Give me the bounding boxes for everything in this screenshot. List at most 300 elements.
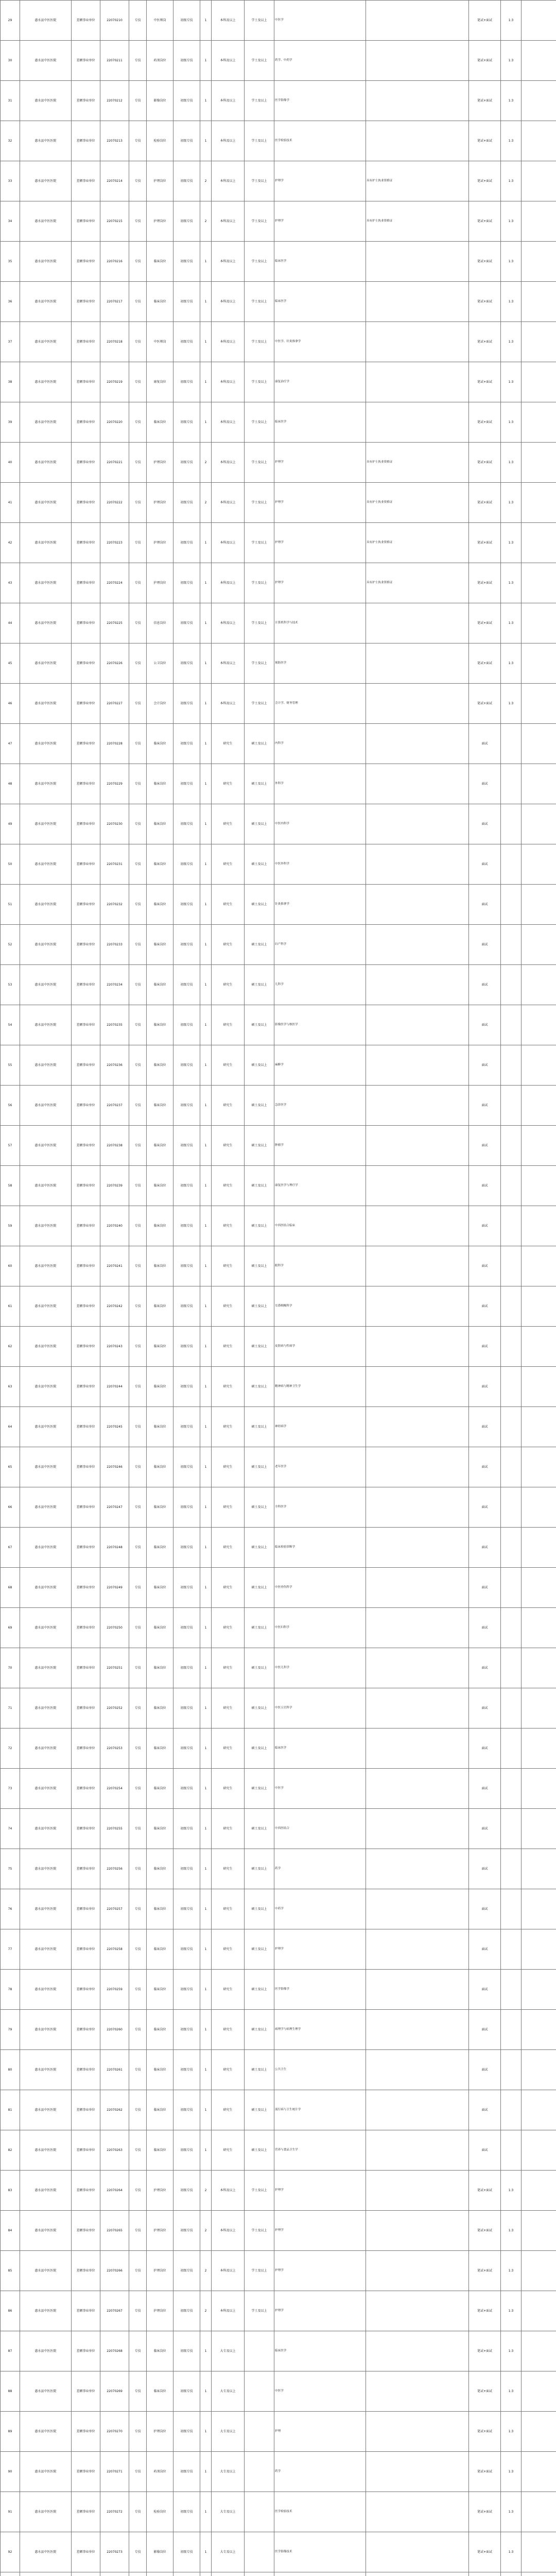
cell-level: 初级专技 <box>173 1608 200 1648</box>
cell-form: 面试 <box>469 1849 501 1889</box>
cell-edu: 研究生 <box>212 844 245 885</box>
table-row <box>1 1889 556 1929</box>
cell-remark <box>522 1970 556 2010</box>
cell-cat: 专技 <box>129 242 147 282</box>
cell-form: 笔试+面试 <box>469 242 501 282</box>
cell-cat: 专技 <box>129 2331 147 2371</box>
cell-other <box>366 81 469 121</box>
cell-count: 1 <box>200 41 212 81</box>
cell-post: 临床岗位 <box>147 1045 173 1086</box>
cell-type: 差额事业单位 <box>72 483 100 523</box>
cell-code: 22070243 <box>100 1327 129 1367</box>
cell-level: 初级专技 <box>173 2371 200 2412</box>
cell-ratio: 1:3 <box>501 242 522 282</box>
cell-count: 1 <box>200 1487 212 1528</box>
cell-other <box>366 764 469 804</box>
cell-type: 差额事业单位 <box>72 764 100 804</box>
cell-type: 差额事业单位 <box>72 1688 100 1728</box>
cell-edu: 本科及以上 <box>212 322 245 362</box>
cell-code: 22070248 <box>100 1528 129 1568</box>
cell-remark <box>522 1367 556 1407</box>
cell-other: 具有护士执业资格证 <box>366 523 469 563</box>
cell-other <box>366 1809 469 1849</box>
cell-post: 临床岗位 <box>147 282 173 322</box>
cell-degree: 硕士及以上 <box>245 1728 274 1769</box>
cell-no: 65 <box>1 1447 20 1487</box>
cell-cat: 专技 <box>129 443 147 483</box>
cell-edu: 研究生 <box>212 1447 245 1487</box>
cell-no: 53 <box>1 965 20 1005</box>
cell-edu: 研究生 <box>212 1126 245 1166</box>
cell-cat: 专技 <box>129 2291 147 2331</box>
cell-form: 面试 <box>469 1246 501 1286</box>
cell-remark <box>522 2291 556 2331</box>
cell-degree: 学士及以上 <box>245 684 274 724</box>
cell-count: 1 <box>200 603 212 643</box>
cell-other: 具有护士执业资格证 <box>366 161 469 201</box>
table-row <box>1 603 556 643</box>
cell-type: 差额事业单位 <box>72 41 100 81</box>
cell-degree: 硕士及以上 <box>245 1688 274 1728</box>
cell-type: 差额事业单位 <box>72 2251 100 2291</box>
cell-degree: 学士及以上 <box>245 282 274 322</box>
cell-count: 1 <box>200 362 212 402</box>
cell-other <box>366 1648 469 1688</box>
cell-major: 临床医学 <box>274 242 366 282</box>
cell-cat: 专技 <box>129 1327 147 1367</box>
cell-cat: 专技 <box>129 563 147 603</box>
cell-major: 中医学 <box>274 2371 366 2412</box>
cell-ratio: 1:3 <box>501 523 522 563</box>
cell-type: 差额事业单位 <box>72 242 100 282</box>
cell-cat: 专技 <box>129 1005 147 1045</box>
cell-cat: 专技 <box>129 2171 147 2211</box>
cell-ratio <box>501 1970 522 2010</box>
cell-ratio: 1:3 <box>501 121 522 161</box>
cell-edu: 本科及以上 <box>212 81 245 121</box>
cell-ratio: 1:3 <box>501 201 522 242</box>
cell-remark <box>522 121 556 161</box>
cell-org: 惠水县中医医院 <box>20 2130 72 2171</box>
cell-post: 护理岗位 <box>147 201 173 242</box>
cell-type: 差额事业单位 <box>72 523 100 563</box>
cell-type: 差额事业单位 <box>72 1487 100 1528</box>
cell-edu: 大专及以上 <box>212 2532 245 2572</box>
cell-org: 惠水县中医医院 <box>20 1045 72 1086</box>
cell-count: 1 <box>200 1889 212 1929</box>
cell-ratio <box>501 1407 522 1447</box>
cell-count: 1 <box>200 523 212 563</box>
cell-level: 初级专技 <box>173 1688 200 1728</box>
cell-org: 惠水县中医医院 <box>20 2251 72 2291</box>
cell-degree: 学士及以上 <box>245 523 274 563</box>
cell-no: 58 <box>1 1166 20 1206</box>
cell-type: 差额事业单位 <box>72 1769 100 1809</box>
cell-count: 1 <box>200 121 212 161</box>
cell-level: 初级专技 <box>173 643 200 684</box>
cell-degree: 硕士及以上 <box>245 1970 274 2010</box>
cell-remark <box>522 1166 556 1206</box>
cell-edu: 本科及以上 <box>212 523 245 563</box>
cell-edu: 大专及以上 <box>212 2331 245 2371</box>
cell-form: 面试 <box>469 804 501 844</box>
cell-type: 差额事业单位 <box>72 804 100 844</box>
cell-level: 初级专技 <box>173 2090 200 2130</box>
cell-edu: 研究生 <box>212 1970 245 2010</box>
cell-cat: 专技 <box>129 724 147 764</box>
cell-no: 71 <box>1 1688 20 1728</box>
cell-cat: 专技 <box>129 362 147 402</box>
cell-org: 惠水县中医医院 <box>20 1086 72 1126</box>
cell-remark <box>522 844 556 885</box>
cell-org: 惠水县中医医院 <box>20 443 72 483</box>
cell-form: 面试 <box>469 1568 501 1608</box>
cell-ratio <box>501 1809 522 1849</box>
cell-type: 差额事业单位 <box>72 1086 100 1126</box>
cell-cat: 专技 <box>129 2371 147 2412</box>
cell-form: 面试 <box>469 1045 501 1086</box>
cell-no: 64 <box>1 1407 20 1447</box>
cell-ratio: 1:3 <box>501 1 522 41</box>
cell-type: 差额事业单位 <box>72 1367 100 1407</box>
cell-cat: 专技 <box>129 764 147 804</box>
cell-code: 22070222 <box>100 483 129 523</box>
cell-cat: 专技 <box>129 1045 147 1086</box>
cell-major: 中医学 <box>274 1 366 41</box>
cell-post: 临床岗位 <box>147 2130 173 2171</box>
cell-type: 差额事业单位 <box>72 1246 100 1286</box>
cell-level: 初级专技 <box>173 1447 200 1487</box>
cell-cat: 专技 <box>129 1929 147 1970</box>
table-row <box>1 322 556 362</box>
cell-org: 惠水县中医医院 <box>20 1970 72 2010</box>
cell-no: 73 <box>1 1769 20 1809</box>
cell-org: 惠水县中医医院 <box>20 925 72 965</box>
cell-level: 初级专技 <box>173 1809 200 1849</box>
cell-form: 面试 <box>469 1970 501 2010</box>
cell-degree: 学士及以上 <box>245 2291 274 2331</box>
cell-count <box>200 2572 212 2576</box>
table-row <box>1 2492 556 2532</box>
cell-no: 47 <box>1 724 20 764</box>
cell-edu: 研究生 <box>212 1809 245 1849</box>
cell-form: 面试 <box>469 1086 501 1126</box>
table-row <box>1 2532 556 2572</box>
cell-ratio: 1:3 <box>501 2492 522 2532</box>
cell-ratio <box>501 764 522 804</box>
cell-other <box>366 804 469 844</box>
cell-remark <box>522 2251 556 2291</box>
cell-other <box>366 1769 469 1809</box>
cell-degree: 硕士及以上 <box>245 1849 274 1889</box>
cell-cat: 专技 <box>129 1086 147 1126</box>
cell-type: 差额事业单位 <box>72 2171 100 2211</box>
cell-form: 面试 <box>469 1407 501 1447</box>
cell-edu: 本科及以上 <box>212 2251 245 2291</box>
cell-no: 34 <box>1 201 20 242</box>
cell-ratio: 1:3 <box>501 2291 522 2331</box>
cell-other: 具有护士执业资格证 <box>366 563 469 603</box>
cell-edu: 研究生 <box>212 1005 245 1045</box>
table-row <box>1 1 556 41</box>
cell-no: 74 <box>1 1809 20 1849</box>
cell-code: 22070252 <box>100 1688 129 1728</box>
cell-org: 惠水县中医医院 <box>20 362 72 402</box>
cell-org: 惠水县中医医院 <box>20 1487 72 1528</box>
cell-code: 22070246 <box>100 1447 129 1487</box>
cell-post: 护理岗位 <box>147 2291 173 2331</box>
cell-count: 1 <box>200 1327 212 1367</box>
cell-no: 37 <box>1 322 20 362</box>
cell-remark <box>522 804 556 844</box>
cell-cat: 专技 <box>129 2251 147 2291</box>
cell-form: 面试 <box>469 1166 501 1206</box>
cell-edu: 研究生 <box>212 1568 245 1608</box>
cell-degree: 学士及以上 <box>245 483 274 523</box>
cell-cat: 专技 <box>129 1688 147 1728</box>
table-row <box>1 2050 556 2090</box>
cell-remark <box>522 643 556 684</box>
cell-ratio <box>501 2090 522 2130</box>
cell-post: 临床岗位 <box>147 1126 173 1166</box>
cell-level: 初级专技 <box>173 362 200 402</box>
table-row <box>1 242 556 282</box>
cell-org: 惠水县中医医院 <box>20 2412 72 2452</box>
cell-major: 医学影像技术 <box>274 2532 366 2572</box>
cell-form: 笔试+面试 <box>469 2291 501 2331</box>
cell-form: 笔试+面试 <box>469 2331 501 2371</box>
cell-remark <box>522 2211 556 2251</box>
cell-major: 妇产科学 <box>274 925 366 965</box>
cell-form: 面试 <box>469 2050 501 2090</box>
cell-code: 22070212 <box>100 81 129 121</box>
cell-level: 初级专技 <box>173 1126 200 1166</box>
cell-level: 初级专技 <box>173 1728 200 1769</box>
cell-cat: 专技 <box>129 402 147 443</box>
cell-cat: 专技 <box>129 643 147 684</box>
cell-level: 初级专技 <box>173 2492 200 2532</box>
cell-degree: 硕士及以上 <box>245 1447 274 1487</box>
cell-edu: 研究生 <box>212 2090 245 2130</box>
cell-remark <box>522 1327 556 1367</box>
cell-ratio: 1:3 <box>501 684 522 724</box>
cell-form: 面试 <box>469 1367 501 1407</box>
cell-major: 临床医学 <box>274 402 366 443</box>
cell-remark <box>522 322 556 362</box>
cell-degree: 学士及以上 <box>245 322 274 362</box>
cell-post: 中医师岗 <box>147 1 173 41</box>
cell-edu: 研究生 <box>212 1206 245 1246</box>
cell-degree: 学士及以上 <box>245 201 274 242</box>
cell-no: 85 <box>1 2251 20 2291</box>
cell-post: 护理岗位 <box>147 563 173 603</box>
table-row <box>1 2572 556 2576</box>
cell-ratio <box>501 1286 522 1327</box>
cell-code: 22070224 <box>100 563 129 603</box>
cell-cat: 专技 <box>129 1528 147 1568</box>
cell-post: 临床岗位 <box>147 1005 173 1045</box>
cell-cat: 专技 <box>129 483 147 523</box>
cell-count: 1 <box>200 2130 212 2171</box>
cell-count: 1 <box>200 764 212 804</box>
cell-edu: 大专及以上 <box>212 2412 245 2452</box>
cell-ratio: 1:3 <box>501 2532 522 2572</box>
cell-remark <box>522 724 556 764</box>
cell-degree <box>245 2572 274 2576</box>
cell-other <box>366 1126 469 1166</box>
cell-other <box>366 2050 469 2090</box>
cell-ratio <box>501 1045 522 1086</box>
cell-other: 具有护士执业资格证 <box>366 201 469 242</box>
cell-major: 神经病学 <box>274 1407 366 1447</box>
cell-ratio <box>501 1367 522 1407</box>
cell-other <box>366 2010 469 2050</box>
cell-post: 护理岗位 <box>147 2251 173 2291</box>
cell-cat: 专技 <box>129 1608 147 1648</box>
cell-cat: 专技 <box>129 1769 147 1809</box>
cell-code: 22070217 <box>100 282 129 322</box>
cell-other <box>366 1 469 41</box>
cell-other <box>366 1849 469 1889</box>
cell-post: 临床岗位 <box>147 1568 173 1608</box>
cell-level: 初级专技 <box>173 563 200 603</box>
cell-ratio <box>501 1126 522 1166</box>
cell-type: 差额事业单位 <box>72 1929 100 1970</box>
cell-major: 康复治疗学 <box>274 362 366 402</box>
cell-count: 1 <box>200 965 212 1005</box>
cell-degree <box>245 2331 274 2371</box>
cell-level: 初级专技 <box>173 2331 200 2371</box>
cell-form: 笔试+面试 <box>469 2211 501 2251</box>
cell-count: 1 <box>200 81 212 121</box>
cell-cat: 专技 <box>129 684 147 724</box>
cell-ratio: 1:3 <box>501 81 522 121</box>
table-row <box>1 2171 556 2211</box>
cell-post: 临床岗位 <box>147 1166 173 1206</box>
cell-code: 22070262 <box>100 2090 129 2130</box>
cell-major: 临床检验诊断学 <box>274 1528 366 1568</box>
cell-major: 中医学、针灸推拿学 <box>274 322 366 362</box>
table-row <box>1 1166 556 1206</box>
cell-form: 笔试+面试 <box>469 2452 501 2492</box>
cell-type: 差额事业单位 <box>72 2010 100 2050</box>
cell-type: 差额事业单位 <box>72 2371 100 2412</box>
cell-remark <box>522 242 556 282</box>
cell-type: 差额事业单位 <box>72 443 100 483</box>
cell-post <box>147 2572 173 2576</box>
cell-ratio <box>501 804 522 844</box>
cell-type: 差额事业单位 <box>72 1327 100 1367</box>
cell-type: 差额事业单位 <box>72 2412 100 2452</box>
cell-edu: 本科及以上 <box>212 2171 245 2211</box>
cell-cat: 专技 <box>129 1809 147 1849</box>
cell-form: 面试 <box>469 1648 501 1688</box>
cell-org: 惠水县中医医院 <box>20 81 72 121</box>
cell-ratio <box>501 724 522 764</box>
cell-form: 面试 <box>469 925 501 965</box>
cell-code: 22070236 <box>100 1045 129 1086</box>
cell-degree: 硕士及以上 <box>245 1487 274 1528</box>
cell-code: 22070247 <box>100 1487 129 1528</box>
cell-org: 惠水县中医医院 <box>20 2452 72 2492</box>
cell-cat: 专技 <box>129 322 147 362</box>
cell-edu: 研究生 <box>212 2010 245 2050</box>
cell-edu: 本科及以上 <box>212 402 245 443</box>
cell-no: 86 <box>1 2291 20 2331</box>
cell-post: 临床岗位 <box>147 885 173 925</box>
cell-form: 笔试+面试 <box>469 322 501 362</box>
cell-post: 临床岗位 <box>147 1849 173 1889</box>
cell-code: 22070230 <box>100 804 129 844</box>
table-row <box>1 2331 556 2371</box>
cell-degree: 硕士及以上 <box>245 1286 274 1327</box>
cell-form: 面试 <box>469 1487 501 1528</box>
cell-ratio: 1:3 <box>501 2251 522 2291</box>
cell-form: 笔试+面试 <box>469 201 501 242</box>
cell-level: 初级专技 <box>173 1849 200 1889</box>
cell-type: 差额事业单位 <box>72 1648 100 1688</box>
cell-remark <box>522 1769 556 1809</box>
cell-major: 中医儿科学 <box>274 1648 366 1688</box>
cell-remark <box>522 1728 556 1769</box>
cell-cat: 专技 <box>129 1 147 41</box>
cell-count: 1 <box>200 1126 212 1166</box>
table-row <box>1 2130 556 2171</box>
cell-remark <box>522 885 556 925</box>
table-row <box>1 1246 556 1286</box>
cell-count: 1 <box>200 2331 212 2371</box>
table-row <box>1 1849 556 1889</box>
cell-no: 38 <box>1 362 20 402</box>
table-row <box>1 81 556 121</box>
cell-other <box>366 603 469 643</box>
cell-no: 29 <box>1 1 20 41</box>
cell-degree: 硕士及以上 <box>245 1166 274 1206</box>
cell-other <box>366 1005 469 1045</box>
cell-edu: 研究生 <box>212 1246 245 1286</box>
cell-remark <box>522 1568 556 1608</box>
cell-remark <box>522 2412 556 2452</box>
cell-major: 病理学与病理生理学 <box>274 2010 366 2050</box>
cell-level: 初级专技 <box>173 2291 200 2331</box>
cell-remark <box>522 1608 556 1648</box>
cell-remark <box>522 1849 556 1889</box>
cell-code: 22070256 <box>100 1849 129 1889</box>
cell-other <box>366 1407 469 1447</box>
cell-post: 临床岗位 <box>147 2010 173 2050</box>
cell-org: 惠水县中医医院 <box>20 603 72 643</box>
cell-count: 1 <box>200 724 212 764</box>
cell-major: 护理学 <box>274 1929 366 1970</box>
cell-form: 面试 <box>469 1889 501 1929</box>
cell-other <box>366 1970 469 2010</box>
cell-code: 22070245 <box>100 1407 129 1447</box>
cell-no: 46 <box>1 684 20 724</box>
cell-post: 临床岗位 <box>147 1487 173 1528</box>
cell-edu: 研究生 <box>212 1769 245 1809</box>
cell-no: 88 <box>1 2371 20 2412</box>
cell-other <box>366 1166 469 1206</box>
cell-post: 临床岗位 <box>147 1648 173 1688</box>
cell-edu: 研究生 <box>212 1728 245 1769</box>
cell-count: 2 <box>200 2251 212 2291</box>
table-row <box>1 885 556 925</box>
table-row <box>1 1648 556 1688</box>
cell-other <box>366 1728 469 1769</box>
cell-major: 针灸推拿学 <box>274 885 366 925</box>
cell-code: 22070213 <box>100 121 129 161</box>
cell-remark <box>522 1407 556 1447</box>
